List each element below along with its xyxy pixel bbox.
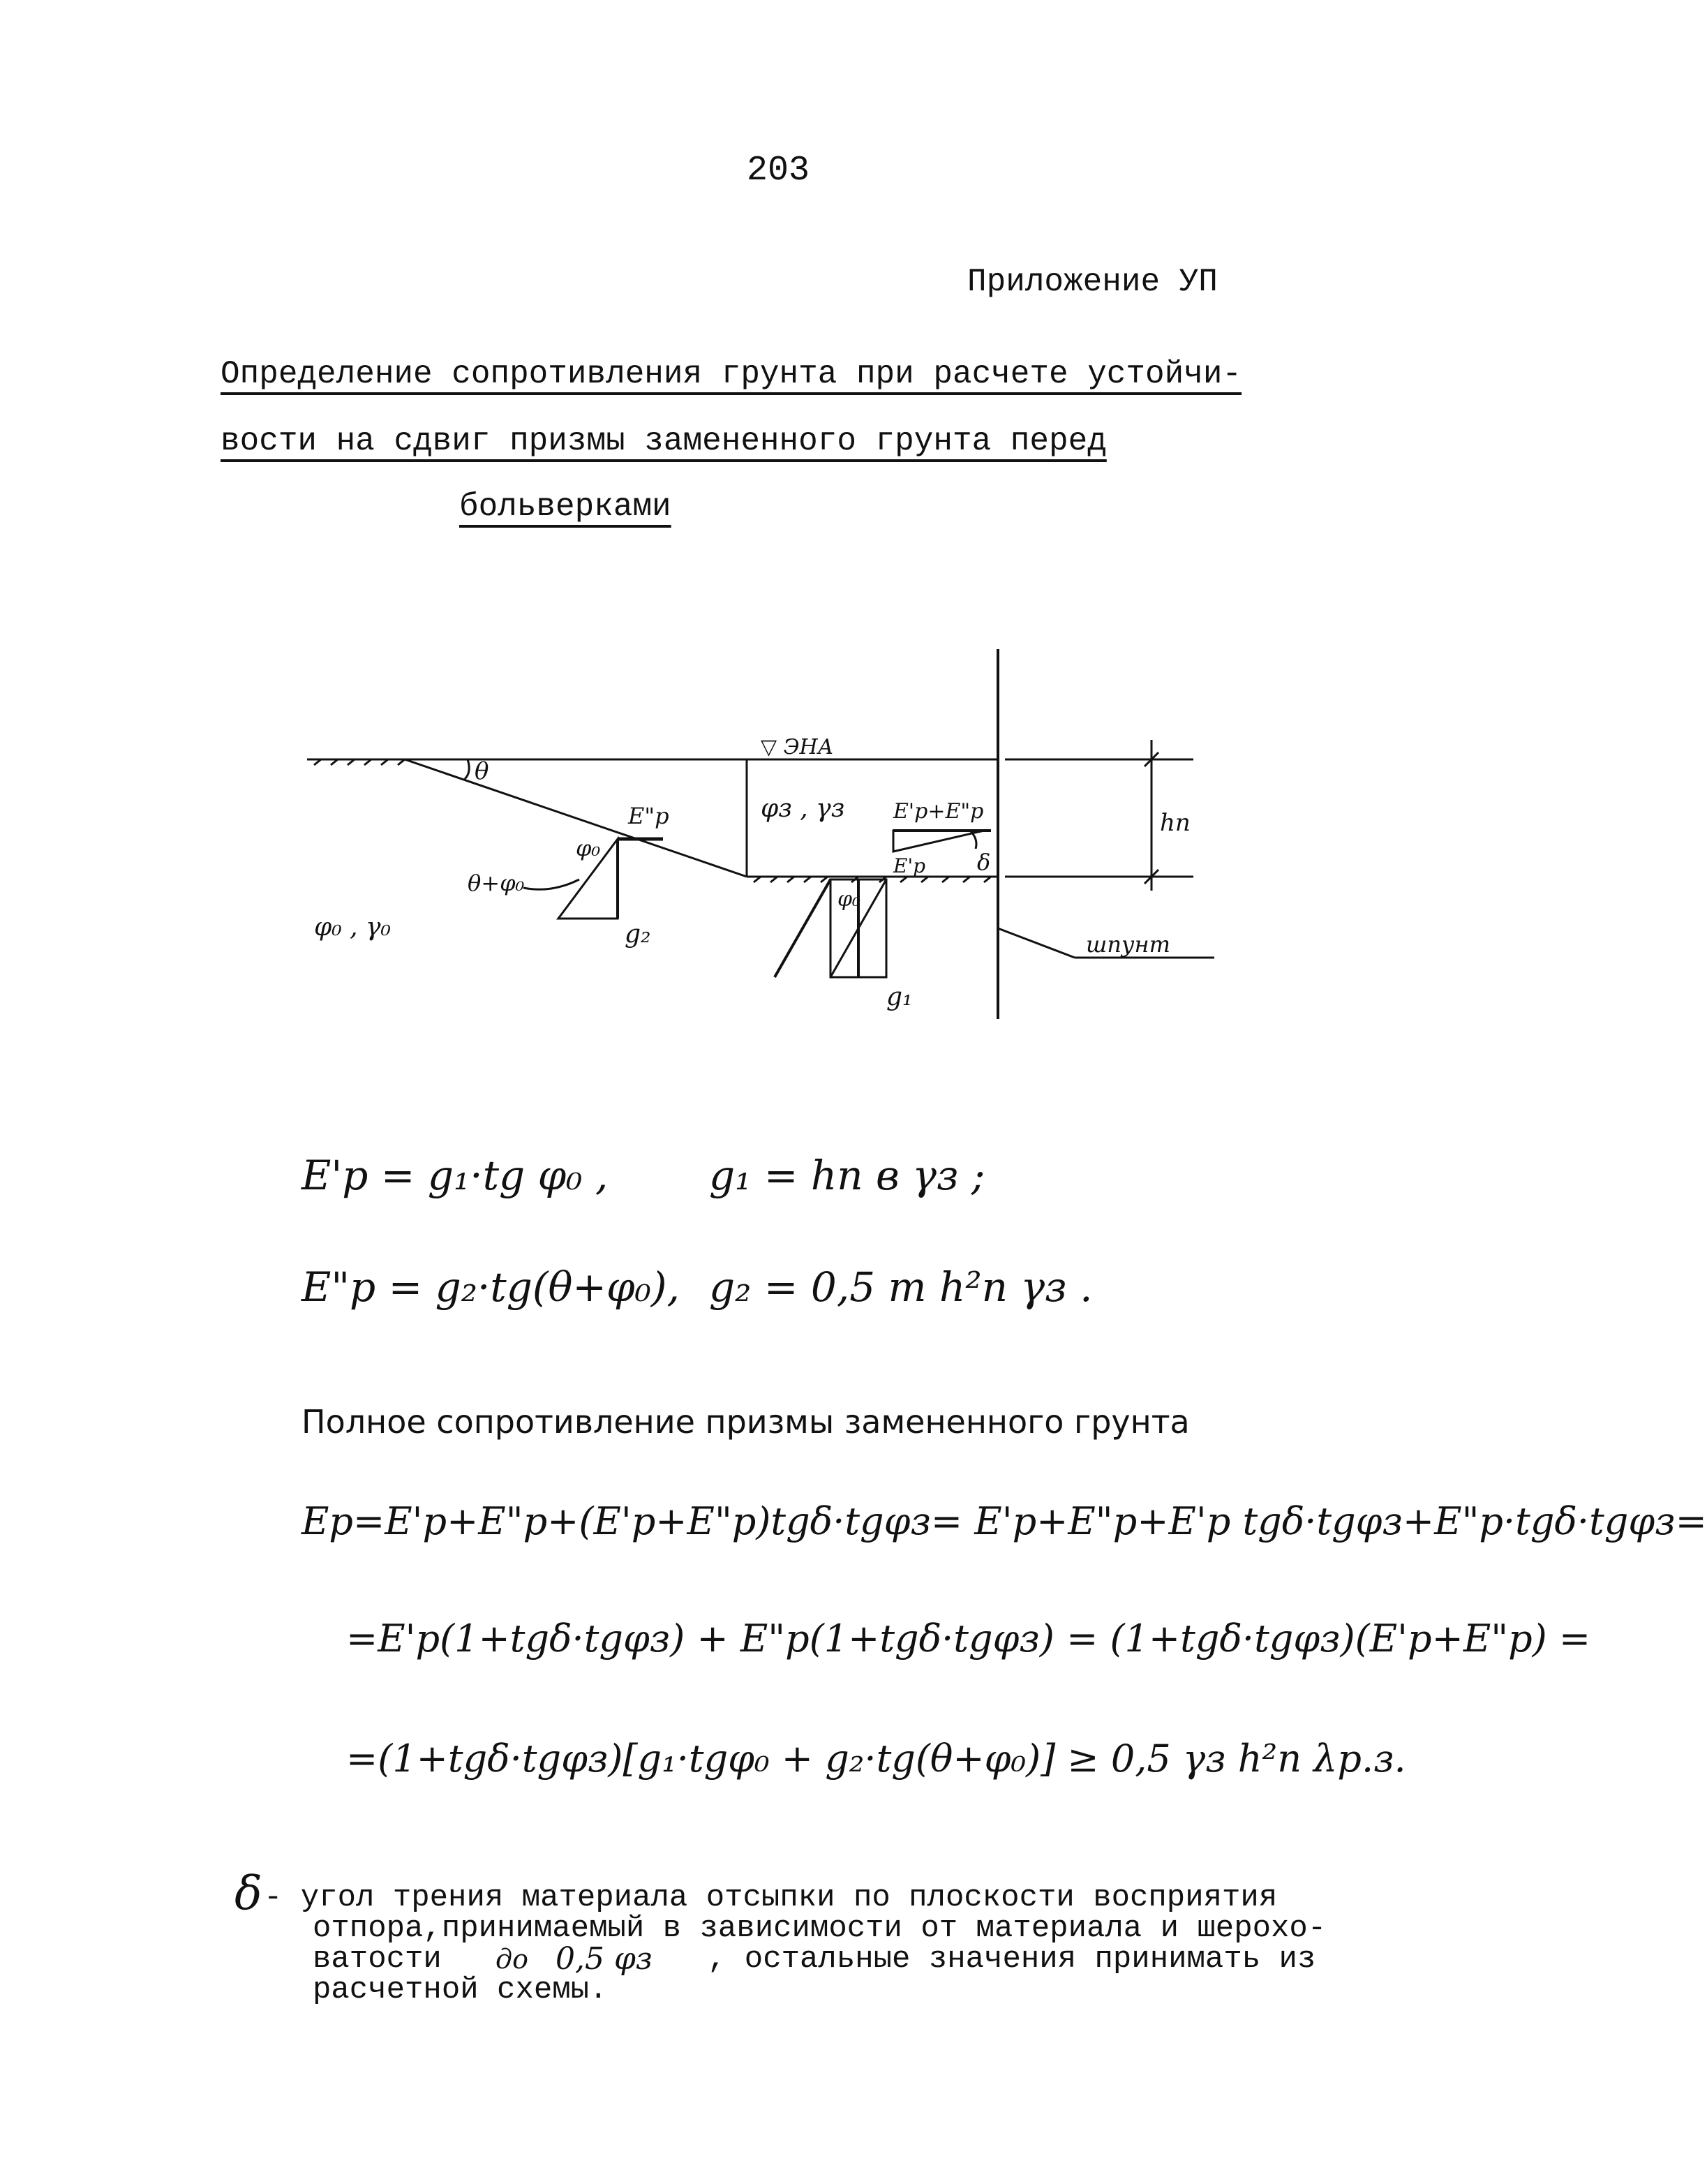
page-number: 203 [747,151,810,191]
label-theta: θ [475,757,489,785]
equation-line-3: =(1+tgδ·tgφз)[g₁·tgφ₀ + g₂·tg(θ+φ₀)] ≥ 0,5 γз h²n λр.з. [346,1737,1406,1781]
formula-g2: g₂ = 0,5 m h²n γз . [709,1263,1093,1311]
note-line-3c: 0,5 φз [556,1941,653,1977]
note-line-3b: до [495,1944,528,1975]
note-line-1: - угол трения материала отсыпки по плоскости восприятия [264,1880,1278,1915]
note-line-3d: , остальные значения принимать из [708,1942,1316,1977]
note-line-3a: ватости [313,1942,442,1977]
label-theta-phi0: θ+φ₀ [468,870,525,896]
g1-resultant [775,879,830,977]
total-resistance-label: Полное сопротивление призмы замененного грунта [301,1403,1190,1441]
label-ep2: E"p [628,803,669,829]
title-line-1: Определение сопротивления грунта при расчете устойчи- [221,356,1242,392]
equation-line-2: =E'p(1+tgδ·tgφз) + E"p(1+tgδ·tgφз) = (1+tgδ·tgφз)(E'p+E"p) = [346,1617,1591,1661]
note-line-2: отпора,принимаемый в зависимости от материала и шерохо- [313,1911,1327,1946]
label-soil3: φз , γз [761,794,845,823]
note-line-4: расчетной схемы. [313,1973,608,2007]
label-ep1: E'p [893,854,926,877]
title-line-2: вости на сдвиг призмы замененного грунта перед [221,423,1107,459]
label-hn: hn [1160,809,1191,837]
label-phi0-slope: φ₀ [576,835,601,861]
label-g1: g₁ [886,983,913,1011]
label-g2: g₂ [625,920,651,949]
soil-prism-diagram [300,642,1221,1033]
label-soil0: φ₀ , γ₀ [314,913,391,942]
appendix-label: Приложение УП [967,264,1218,300]
label-delta: δ [977,849,991,875]
formula-ep1: E'p = g₁·tg φ₀ , [301,1152,609,1199]
label-water-level: ▽ ЭНА [761,735,834,759]
ep-sum-triangle [893,831,984,852]
label-phi0-base: φ₀ [837,887,861,912]
theta-arc [465,759,469,779]
formula-g1: g₁ = hn в γз ; [709,1152,985,1199]
delta-symbol: δ [234,1866,262,1920]
equation-line-1: Ep=E'p+E"p+(E'p+E"p)tgδ·tgφз= E'p+E"p+E'p tgδ·tgφз+E"p·tgδ·tgφз= [301,1499,1707,1543]
pile-leader [998,928,1075,958]
theta-phi-leader [523,879,579,889]
label-ep-sum: E'p+E"p [893,799,984,824]
title-line-3: больверками [459,489,671,525]
label-sheet-pile: шпунт [1086,931,1170,958]
formula-ep2: E"p = g₂·tg(θ+φ₀), [301,1263,680,1311]
